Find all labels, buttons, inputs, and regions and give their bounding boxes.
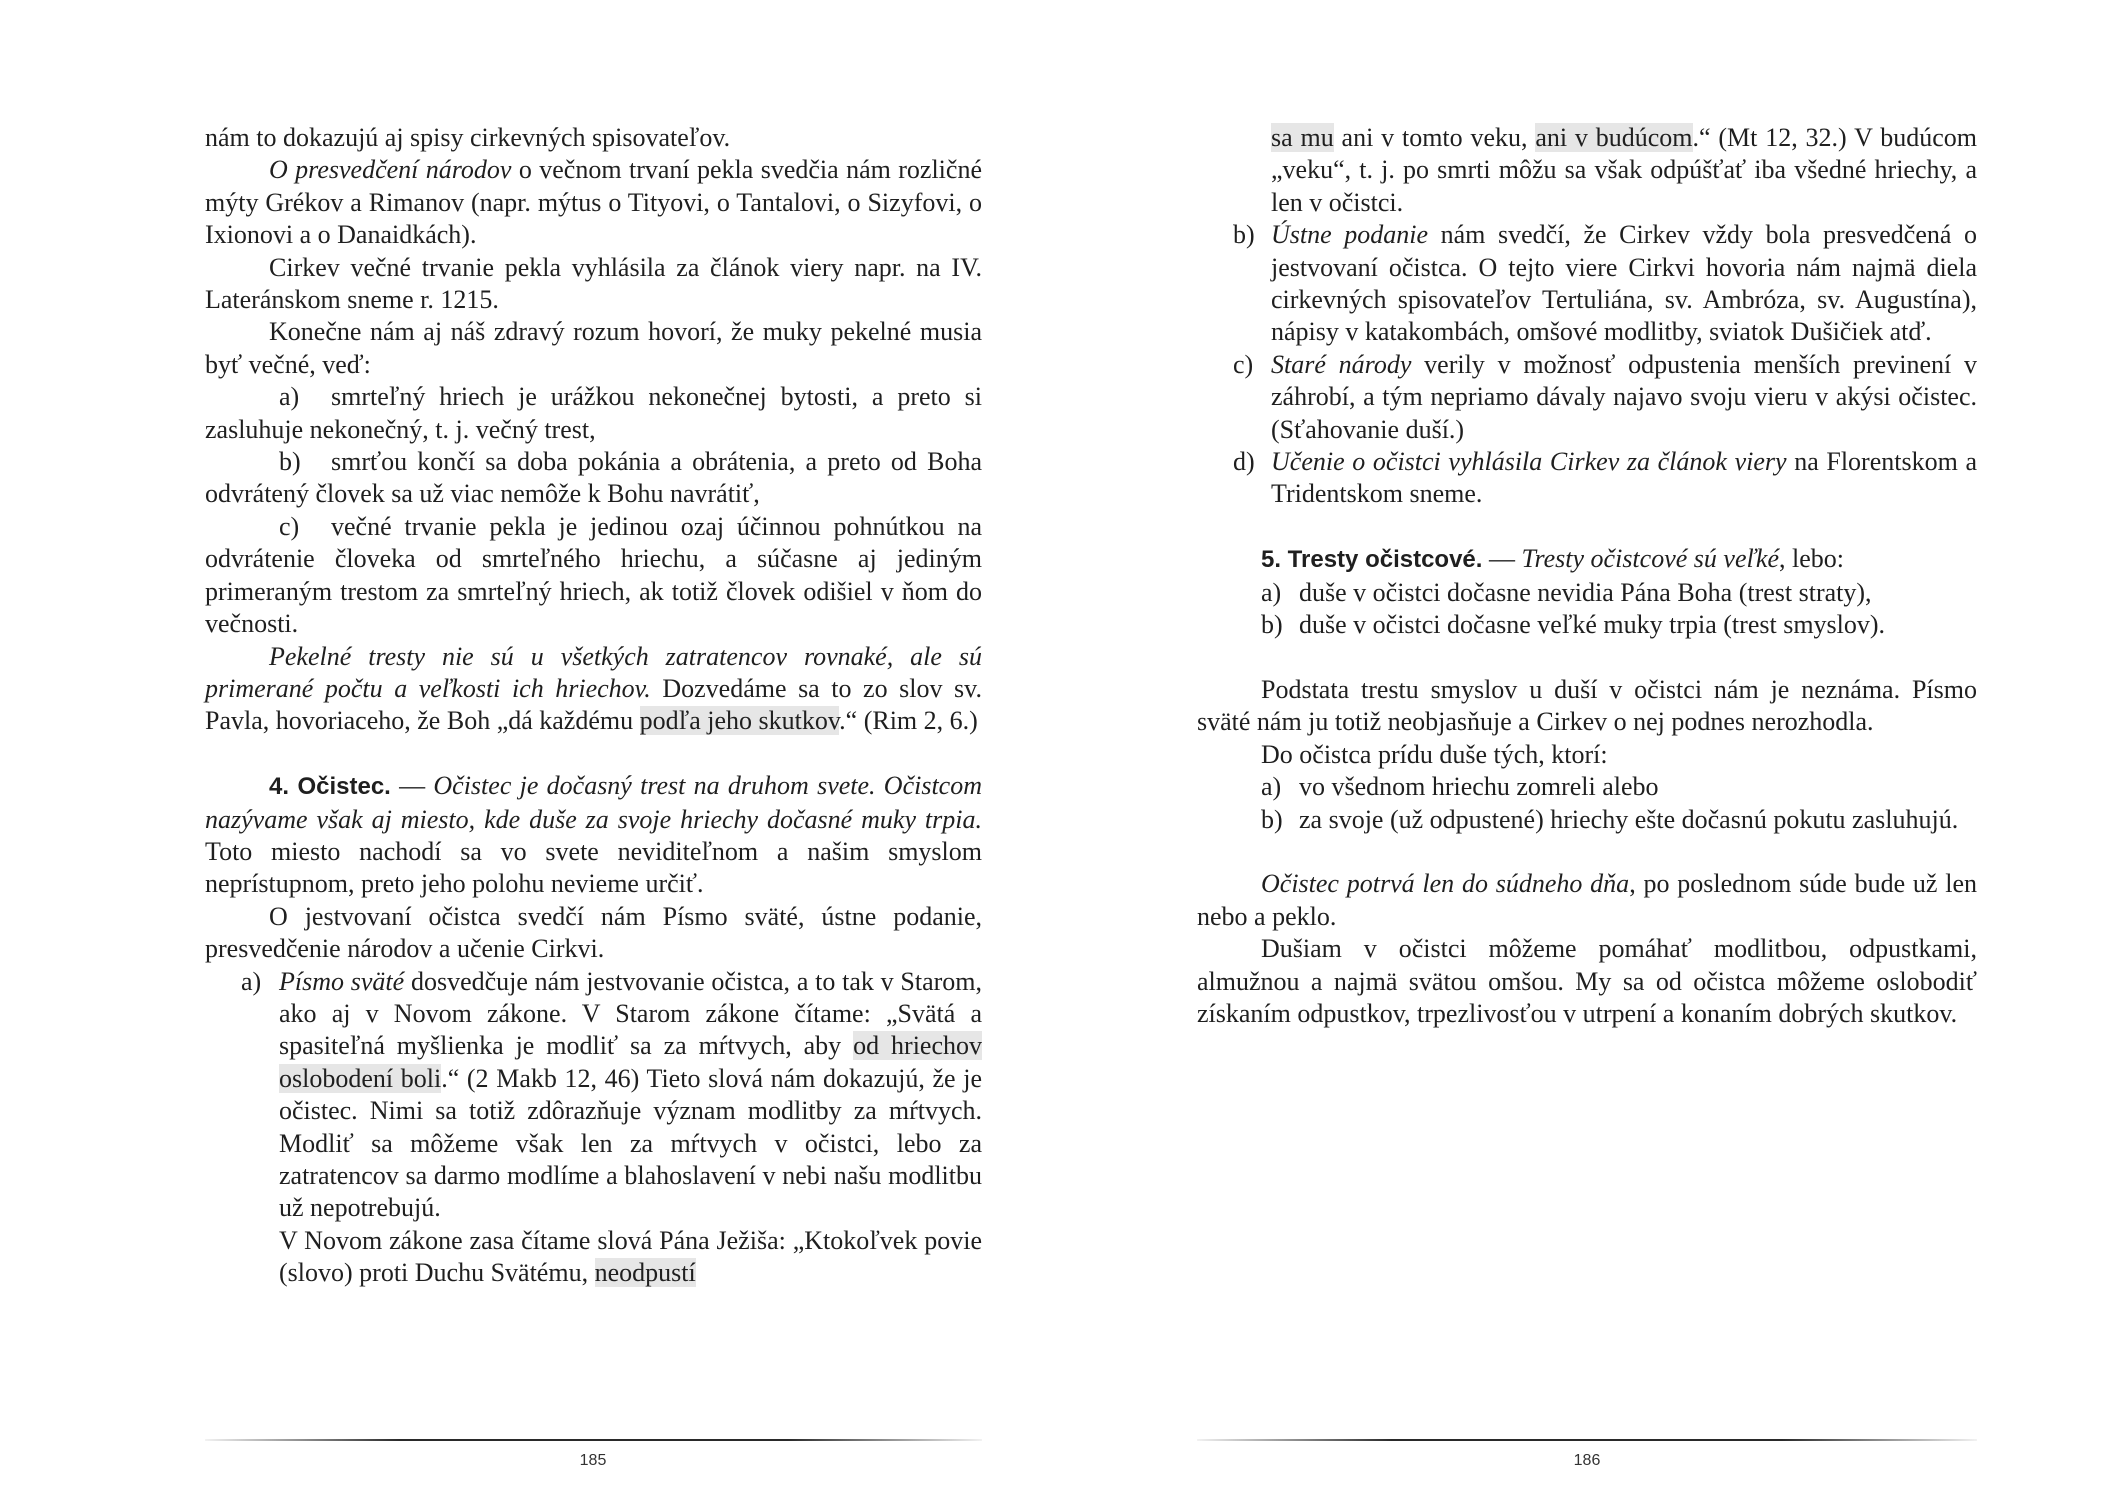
list-marker: c) xyxy=(1233,349,1254,379)
list-item xyxy=(1197,771,1977,803)
list-item-text: vo všednom hriechu zomreli alebo xyxy=(1299,772,1659,802)
paragraph: O jestvovaní očistca svedčí nám Písmo sväté, ústne podanie, presvedčenie národov a učenie Cirkvi. xyxy=(205,901,982,964)
paragraph: Cirkev večné trvanie pekla vyhlásila za článok viery napr. na IV. Lateránskom sneme r. 1215. xyxy=(205,252,982,315)
section-5-heading-paragraph: 5. Tresty očistcové. — Tresty očistcové sú veľké, lebo: xyxy=(1261,544,1845,574)
list-item-text: duše v očistci dočasne nevidia Pána Boha (trest straty), xyxy=(1299,577,1872,607)
highlighted-quote: od hriechov oslobodení boli xyxy=(279,1031,982,1093)
list-item-text: V Novom zákone zasa čítame slová Pána Ježiša: „Ktokoľvek povie (slovo) proti Duchu Svätému, neodpustí xyxy=(279,1225,982,1288)
paragraph: nám to dokazujú aj spisy cirkevných spisovateľov. xyxy=(205,123,731,152)
paragraph: Konečne nám aj náš zdravý rozum hovorí, že muky pekelné musia byť večné, veď: xyxy=(205,317,982,379)
list-marker: a) xyxy=(1261,772,1282,802)
spacer xyxy=(1197,511,1977,543)
footer-rule xyxy=(1197,1439,1977,1441)
list-item: b) smrťou končí sa doba pokánia a obrátenia, a preto od Boha odvrátený človek sa už viac nemôže k Bohu navrátiť, xyxy=(205,447,982,509)
left-page-text xyxy=(205,122,982,1290)
list-item-text: Učenie o očistci vyhlásila Cirkev za článok viery na Florentskom a Tridentskom sneme. xyxy=(1271,447,1978,509)
list-marker: a) xyxy=(1261,577,1282,607)
list-marker: b) xyxy=(1233,220,1255,250)
list-item xyxy=(1197,804,1977,836)
italic-statement: Pekelné tresty nie sú u všetkých zatratencov rovnaké, ale sú primerané počtu a veľkosti ich hriechov. xyxy=(205,641,982,703)
list-marker: d) xyxy=(1233,447,1255,477)
page-number: 186 xyxy=(1573,1452,1601,1469)
page-number: 185 xyxy=(579,1452,607,1469)
list-item: a) smrteľný hriech je urážkou nekonečnej bytosti, a preto si zasluhuje nekonečný, t. j. večný trest, xyxy=(205,382,982,444)
italic-term: O presvedčení národov xyxy=(269,155,512,185)
spacer xyxy=(1197,641,1977,673)
list-marker: a) xyxy=(279,382,300,412)
list-item xyxy=(1197,349,1977,446)
list-item: c) večné trvanie pekla je jedinou ozaj účinnou pohnútkou na odvrátenie človeka od smrteľného hriechu, a súčasne aj jediným primeraným trestom za smrteľný hriech, ak totiž človek odišiel v ňom do večnosti. xyxy=(205,511,982,639)
list-item-text: za svoje (už odpustené) hriechy ešte dočasnú pokutu zasluhujú. xyxy=(1299,804,1959,834)
paragraph: Pekelné tresty nie sú u všetkých zatratencov rovnaké, ale sú primerané počtu a veľkosti ich hriechov. Dozvedáme sa to zo slov sv. Pavla, hovoriaceho, že Boh „dá každému podľa jeho skutkov.“ (Rim 2, 6.) xyxy=(205,641,982,736)
list-item xyxy=(1197,446,1977,511)
list-item-text: Písmo sväté dosvedčuje nám jestvovanie očistca, a to tak v Starom, ako aj v Novom zákone. V Starom zákone čítame: „Svätá a spasiteľná myšlienka je modliť sa za mŕtvych, aby od hriechov oslobodení boli.“ (2 Makb 12, 46) Tieto slová nám dokazujú, že je očistec. Nimi sa totiž zdôrazňuje význam modlitby za mŕtvych. Modliť sa môžeme však len za mŕtvych v očistci, lebo za zatratencov sa darmo modlíme a blahoslavení v nebi našu modlitbu už nepotrebujú. xyxy=(279,966,983,1223)
list-item xyxy=(1197,219,1977,349)
list-item-text: Staré národy verily v možnosť odpustenia menších previnení v záhrobí, a tým nepriamo dávaly najavo svoju vieru v akýsi očistec. (Sťahovanie duší.) xyxy=(1271,349,1977,444)
list-marker: c) xyxy=(279,511,300,541)
highlighted-quote: ani v budúcom xyxy=(1535,123,1693,152)
list-marker: b) xyxy=(1261,804,1283,834)
spacer xyxy=(1197,836,1977,868)
list-marker: b) xyxy=(279,447,301,477)
list-item xyxy=(1197,609,1977,641)
paragraph: O presvedčení národov o večnom trvaní pekla svedčia nám rozličné mýty Grékov a Rimanov (napr. mýtus o Tityovi, o Tantalovi, o Sizyfovi, o Ixionovi a o Danaidkách). xyxy=(205,155,982,250)
list-item xyxy=(205,966,982,1290)
paragraph: Dušiam v očistci môžeme pomáhať modlitbou, odpustkami, almužnou a najmä svätou omšou. My sa od očistca môžeme oslobodiť získaním odpustkov, trpezlivosťou v utrpení a konaním dobrých skutkov. xyxy=(1197,934,1977,1028)
highlighted-quote: sa mu xyxy=(1271,123,1334,152)
paragraph: Podstata trestu smyslov u duší v očistci nám je neznáma. Písmo sväté nám ju totiž neobjasňuje a Cirkev o nej podnes nerozhodla. xyxy=(1197,674,1977,737)
highlighted-quote: neodpustí xyxy=(594,1258,696,1288)
right-page-text xyxy=(1197,122,1977,1030)
list-item-text: duše v očistci dočasne veľké muky trpia (trest smyslov). xyxy=(1299,610,1886,640)
paragraph: sa mu ani v tomto veku, ani v budúcom.“ (Mt 12, 32.) V budúcom „veku“, t. j. po smrti môžu sa však odpúšťať iba všedné hriechy, a len v očistci. xyxy=(1271,123,1977,217)
footer-rule xyxy=(205,1439,982,1441)
section-title: 4. Očistec. xyxy=(269,773,391,801)
spacer xyxy=(205,738,982,770)
section-title: 5. Tresty očistcové. xyxy=(1261,546,1483,574)
paragraph: Očistec potrvá len do súdneho dňa, po poslednom súde bude už len nebo a peklo. xyxy=(1197,869,1977,931)
list-item-text: Ústne podanie nám svedčí, že Cirkev vždy bola presvedčená o jestvovaní očistca. O tejto viere Cirkvi hovoria nám najmä diela cirkevných spisovateľov Tertuliána, sv. Ambróza, sv. Augustína), nápisy v katakombách, omšové modlitby, sviatok Dušičiek atď. xyxy=(1271,220,1978,347)
list-marker: b) xyxy=(1261,610,1283,640)
section-4-heading-paragraph: 4. Očistec. — Očistec je dočasný trest na druhom svete. Očistcom nazývame však aj miesto, kde duše za svoje hriechy dočasné muky trpia. Toto miesto nachodí sa vo svete neviditeľnom a našim smyslom neprístupnom, preto jeho polohu nevieme určiť. xyxy=(205,771,982,899)
paragraph: Do očistca prídu duše tých, ktorí: xyxy=(1261,739,1608,769)
highlighted-quote: podľa jeho skutkov xyxy=(639,706,840,736)
list-item xyxy=(1197,577,1977,609)
list-marker: a) xyxy=(241,966,262,996)
